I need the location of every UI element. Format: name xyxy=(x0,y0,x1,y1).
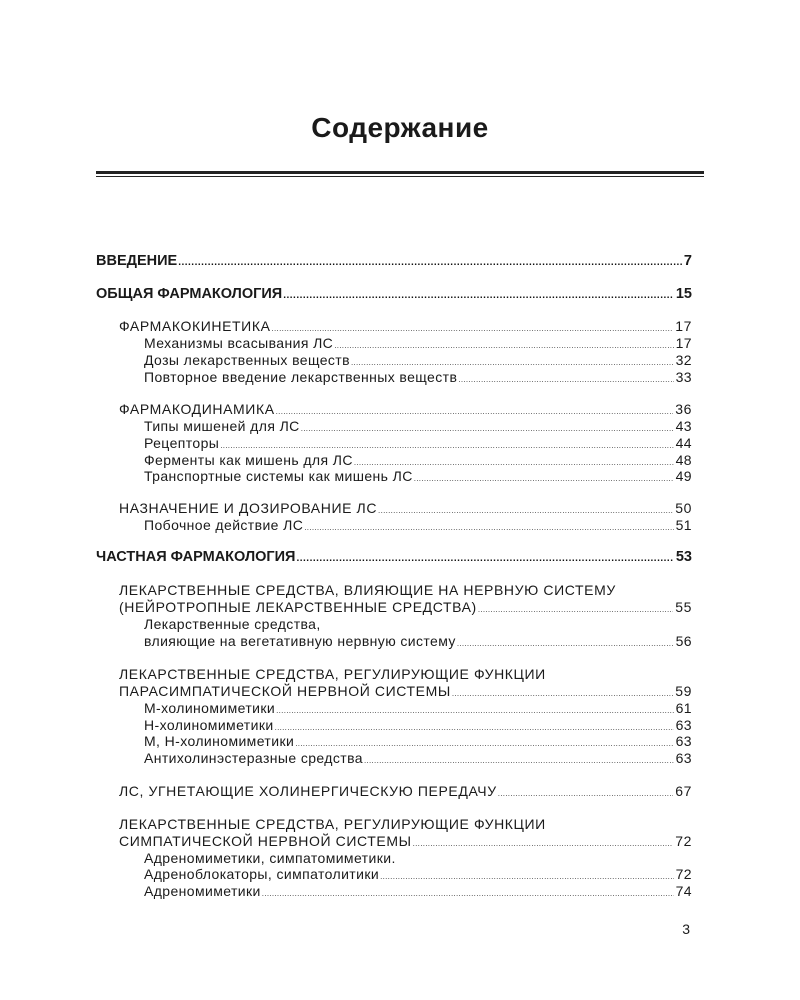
toc-entry-label: влияющие на вегетативную нервную систему xyxy=(144,633,456,649)
toc-entry-page: 15 xyxy=(675,286,692,302)
toc-entry-intro[interactable] xyxy=(96,253,692,271)
toc-entry-page: 59 xyxy=(675,683,692,699)
toc-entry-page: 72 xyxy=(675,833,692,849)
dot-leader xyxy=(413,835,674,852)
toc-entry-anticholinesterase[interactable] xyxy=(144,750,692,769)
dot-leader xyxy=(283,287,674,304)
toc-entry-special-pharmacology[interactable] xyxy=(96,549,692,567)
dot-leader xyxy=(458,371,673,388)
toc-entry-label: Дозы лекарственных веществ xyxy=(144,352,350,368)
title-rule-thick xyxy=(96,171,704,174)
toc-entry-page: 17 xyxy=(675,318,692,334)
toc-entry-page: 36 xyxy=(675,401,692,417)
toc-entry-vegetative-ns[interactable] xyxy=(144,633,692,652)
toc-entry-page: 63 xyxy=(675,750,692,766)
toc-entry-page: 43 xyxy=(675,418,692,434)
toc-entry-label: Транспортные системы как мишень ЛС xyxy=(144,468,413,484)
toc-entry-page: 48 xyxy=(675,452,692,468)
toc-entry-label: Механизмы всасывания ЛС xyxy=(144,335,334,351)
toc-entry-repeat-administration[interactable] xyxy=(144,369,692,388)
toc-entry-label: Типы мишеней для ЛС xyxy=(144,418,300,434)
page-number: 3 xyxy=(682,921,690,937)
toc-entry-nervous-system-line1: ЛЕКАРСТВЕННЫЕ СРЕДСТВА, ВЛИЯЮЩИЕ НА НЕРВНУЮ СИСТЕМУ xyxy=(119,582,616,598)
toc-entry-page: 32 xyxy=(675,352,692,368)
toc-entry-label: ВВЕДЕНИЕ xyxy=(96,253,178,269)
toc-entry-page: 7 xyxy=(683,253,692,269)
toc-entry-label: Ферменты как мишень для ЛС xyxy=(144,452,353,468)
dot-leader xyxy=(364,752,674,769)
toc-entry-label: ОБЩАЯ ФАРМАКОЛОГИЯ xyxy=(96,286,283,302)
toc-entry-sympathetic-line1: ЛЕКАРСТВЕННЫЕ СРЕДСТВА, РЕГУЛИРУЮЩИЕ ФУНКЦИИ xyxy=(119,816,546,832)
title-rule-thin xyxy=(96,176,704,177)
dot-leader xyxy=(498,785,674,802)
dot-leader xyxy=(414,470,674,487)
toc-entry-parasympathetic-line1: ЛЕКАРСТВЕННЫЕ СРЕДСТВА, РЕГУЛИРУЮЩИЕ ФУНКЦИИ xyxy=(119,666,546,682)
toc-entry-label: М-холиномиметики xyxy=(144,700,276,716)
toc-entry-label: Побочное действие ЛС xyxy=(144,517,304,533)
dot-leader xyxy=(304,519,673,536)
toc-entry-page: 56 xyxy=(675,633,692,649)
toc-entry-page: 63 xyxy=(675,733,692,749)
toc-entry-label: (НЕЙРОТРОПНЫЕ ЛЕКАРСТВЕННЫЕ СРЕДСТВА) xyxy=(119,599,477,615)
toc-entry-label: Адреноблокаторы, симпатолитики xyxy=(144,866,380,882)
toc-entry-page: 72 xyxy=(675,866,692,882)
toc-entry-label: ЛС, УГНЕТАЮЩИЕ ХОЛИНЕРГИЧЕСКУЮ ПЕРЕДАЧУ xyxy=(119,783,497,799)
toc-entry-label: ФАРМАКОДИНАМИКА xyxy=(119,401,275,417)
dot-leader xyxy=(457,635,674,652)
dot-leader xyxy=(478,601,673,618)
toc-entry-side-effects[interactable] xyxy=(144,517,692,536)
page-title: Содержание xyxy=(311,112,489,143)
toc-entry-cholinergic-blockers[interactable] xyxy=(119,783,692,802)
toc-entry-label: ФАРМАКОКИНЕТИКА xyxy=(119,318,271,334)
toc-entry-page: 55 xyxy=(675,599,692,615)
toc-entry-transport-systems[interactable] xyxy=(144,468,692,487)
toc-entry-page: 63 xyxy=(675,717,692,733)
toc-entry-page: 50 xyxy=(675,500,692,516)
toc-entry-page: 74 xyxy=(675,883,692,899)
toc-entry-general-pharmacology[interactable] xyxy=(96,286,692,304)
dot-leader xyxy=(262,885,674,902)
toc-entry-label: СИМПАТИЧЕСКОЙ НЕРВНОЙ СИСТЕМЫ xyxy=(119,833,412,849)
toc-entry-page: 51 xyxy=(675,517,692,533)
toc-entry-label: Антихолинэстеразные средства xyxy=(144,750,363,766)
toc-entry-label: НАЗНАЧЕНИЕ И ДОЗИРОВАНИЕ ЛС xyxy=(119,500,378,516)
toc-entry-vegetative-line1: Лекарственные средства, xyxy=(144,616,321,632)
dot-leader xyxy=(178,254,682,271)
toc-entry-page: 49 xyxy=(675,468,692,484)
toc-entry-page: 61 xyxy=(675,700,692,716)
toc-entry-label: ЧАСТНАЯ ФАРМАКОЛОГИЯ xyxy=(96,549,296,565)
toc-entry-label: Повторное введение лекарственных веществ xyxy=(144,369,458,385)
toc-entry-page: 53 xyxy=(675,549,692,565)
toc-entry-adrenomimetics[interactable] xyxy=(144,883,692,902)
toc-entry-label: Н-холиномиметики xyxy=(144,717,274,733)
toc-entry-page: 17 xyxy=(675,335,692,351)
toc-entry-page: 33 xyxy=(675,369,692,385)
toc-entry-label: Адреномиметики xyxy=(144,883,261,899)
toc-entry-page: 44 xyxy=(675,435,692,451)
toc-entry-label: ПАРАСИМПАТИЧЕСКОЙ НЕРВНОЙ СИСТЕМЫ xyxy=(119,683,451,699)
dot-leader xyxy=(296,550,673,567)
toc-entry-adrenomimetics-sympathomimetics[interactable]: Адреномиметики, симпатомиметики. xyxy=(144,850,396,866)
toc-entry-label: М, Н-холиномиметики xyxy=(144,733,295,749)
toc-entry-label: Рецепторы xyxy=(144,435,220,451)
toc-entry-page: 67 xyxy=(675,783,692,799)
